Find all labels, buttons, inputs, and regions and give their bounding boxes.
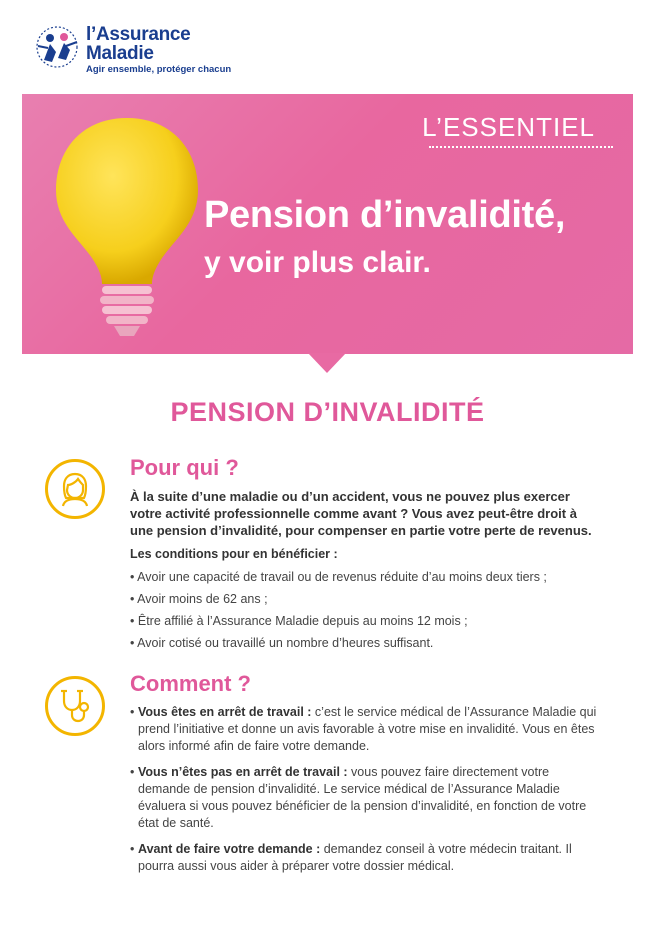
list-item: • Avoir moins de 62 ans ; [130, 589, 610, 611]
hero-title: Pension d’invalidité, [204, 194, 566, 236]
person-icon-glyph [57, 471, 93, 507]
item-lead: Avant de faire votre demande : [138, 842, 321, 856]
stethoscope-icon-glyph [57, 688, 93, 724]
logo-name [86, 25, 190, 63]
hero-banner [22, 94, 633, 354]
list-item [130, 764, 600, 832]
logo-figures-icon [30, 20, 84, 74]
item-lead: Vous n’êtes pas en arrêt de travail : [138, 765, 348, 779]
logo-tagline: Agir ensemble, protéger chacun [86, 64, 232, 75]
list-item: • Avoir une capacité de travail ou de revenus réduite d’au moins deux tiers ; [130, 567, 610, 589]
item-text: vous pouvez faire directement votre demande de pension d’invalidité. Le service médical de l’Assurance Maladie évaluera si vous pouvez bénéficier de la pension d’invalidité, en fonction de votre état de santé. [138, 765, 587, 830]
list-item [130, 841, 600, 875]
pour-qui-lead: À la suite d’une maladie ou d’un accident, vous ne pouvez plus exercer votre activité professionnelle comme avant ? Vous avez peut-être droit à une pension d’invalidité, pour compenser en partie votre perte de revenus. [130, 489, 592, 538]
person-icon [45, 459, 105, 519]
kicker-label: L’ESSENTIEL [422, 112, 595, 142]
item-text: demandez conseil à votre médecin traitant. Il pourra aussi vous aider à préparer votre dossier médical. [138, 842, 572, 873]
list-item: • Avoir cotisé ou travaillé un nombre d’heures suffisant. [130, 633, 610, 655]
logo-name-line2: Maladie [86, 43, 154, 64]
item-lead: Vous êtes en arrêt de travail : [138, 705, 312, 719]
stethoscope-icon [45, 676, 105, 736]
hero-pointer [308, 353, 346, 373]
logo-name-line1: l’Assurance [86, 24, 191, 45]
list-item: • Être affilié à l’Assurance Maladie depuis au moins 12 mois ; [130, 611, 610, 633]
list-item [130, 704, 600, 755]
light-bulb-icon [52, 114, 202, 344]
hero-subtitle: y voir plus clair. [204, 246, 431, 279]
comment-list [130, 704, 600, 884]
kicker-divider [429, 146, 613, 148]
section-title: PENSION D’INVALIDITÉ [170, 397, 485, 427]
conditions-list [130, 567, 610, 655]
conditions-heading: Les conditions pour en bénéficier : [130, 547, 338, 561]
pour-qui-heading: Pour qui ? [130, 455, 239, 480]
comment-heading: Comment ? [130, 671, 251, 696]
assurance-maladie-logo [30, 20, 230, 80]
item-text: c’est le service médical de l’Assurance Maladie qui prend l’initiative et donne un avis favorable à votre mise en invalidité. Vous en êtes alors informé afin de faire votre demande. [138, 705, 597, 753]
